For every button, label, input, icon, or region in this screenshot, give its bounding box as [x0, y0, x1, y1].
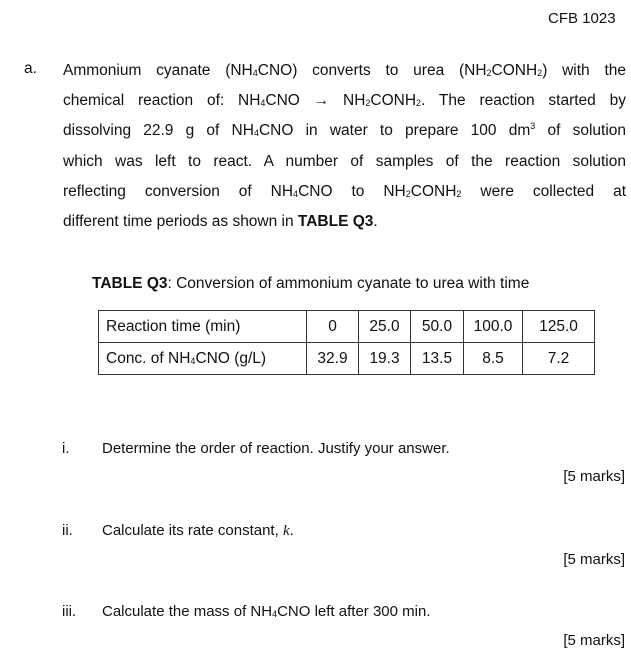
time-cell: 25.0: [359, 311, 411, 343]
time-cell: 0: [307, 311, 359, 343]
course-code: CFB 1023: [548, 10, 616, 27]
conc-cell: 13.5: [411, 343, 464, 375]
question-paragraph: [63, 56, 626, 237]
marks-i: [5 marks]: [563, 468, 625, 485]
subquestion-number-i: i.: [62, 440, 70, 457]
time-cell: 100.0: [464, 311, 523, 343]
paragraph-line-4: which was left to react. A number of samples of the reaction solution: [63, 152, 626, 170]
conc-cell: 19.3: [359, 343, 411, 375]
subquestion-text-ii: Calculate its rate constant, k.: [102, 522, 294, 539]
paragraph-line-5: reflecting conversion of $NH_4CNO$ to $NH_2CONH_2$ were collected at: [63, 182, 626, 200]
subquestion-text-iii: Calculate the mass of $NH_4CNO$ left after 300 min.: [102, 603, 431, 620]
paragraph-line-2: chemical reaction of: $NH_4CNO$ → $NH_2CONH_2$. The reaction started by: [63, 92, 626, 110]
question-label: a.: [24, 60, 37, 77]
marks-ii: [5 marks]: [563, 551, 625, 568]
conc-cell: 32.9: [307, 343, 359, 375]
row-header-concentration: Conc. of $NH_4CNO$ (g/L): [99, 343, 307, 375]
data-table-q3: [98, 310, 595, 375]
marks-iii: [5 marks]: [563, 632, 625, 649]
table-caption: TABLE Q3: Conversion of ammonium cyanate to urea with time: [92, 275, 530, 292]
time-cell: 50.0: [411, 311, 464, 343]
subquestion-number-iii: iii.: [62, 603, 77, 620]
table-row-time: [99, 311, 595, 343]
row-header-time: Reaction time (min): [99, 311, 307, 343]
table-row-concentration: [99, 343, 595, 375]
conc-cell: 8.5: [464, 343, 523, 375]
conc-cell: 7.2: [523, 343, 595, 375]
paragraph-line-3: dissolving 22.9 g of $NH_4CNO$ in water to prepare 100 $dm^3$ of solution: [63, 121, 627, 140]
paragraph-line-6: different time periods as shown in TABLE Q3.: [63, 212, 378, 230]
paragraph-line-1: Ammonium cyanate $(NH_4CNO)$ converts to urea $(NH_2CONH_2)$ with the: [63, 62, 626, 79]
time-cell: 125.0: [523, 311, 595, 343]
subquestion-text-i: Determine the order of reaction. Justify your answer.: [102, 440, 450, 457]
subquestion-number-ii: ii.: [62, 522, 73, 539]
